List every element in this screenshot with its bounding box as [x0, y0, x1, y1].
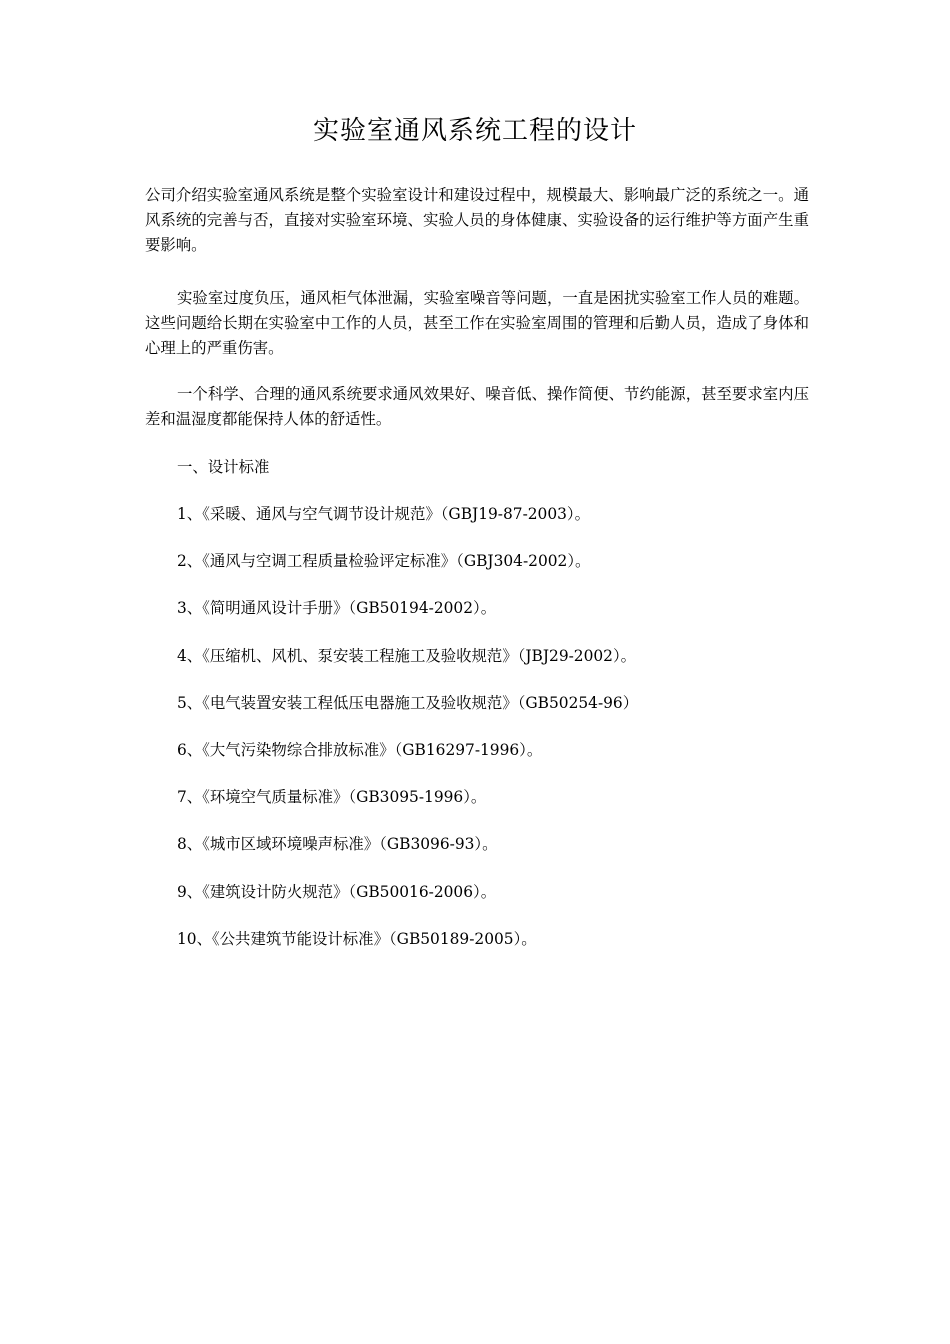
- standard-item: 1、《采暖、通风与空气调节设计规范》（GBJ19-87-2003）。: [177, 505, 591, 523]
- requirement-paragraph: 一个科学、合理的通风系统要求通风效果好、噪音低、操作简便、节约能源，甚至要求室内压差和温湿度都能保持人体的舒适性。: [145, 385, 809, 428]
- standard-item: 2、《通风与空调工程质量检验评定标准》（GBJ304-2002）。: [177, 552, 591, 571]
- standard-item: 8、《城市区域环境噪声标准》（GB3096-93）。: [177, 835, 498, 854]
- document-title: 实验室通风系统工程的设计: [312, 116, 637, 146]
- standards-list: [177, 502, 638, 974]
- intro-paragraph: 公司介绍实验室通风系统是整个实验室设计和建设过程中，规模最大、影响最广泛的系统之一。通风系统的完善与否，直接对实验室环境、实验人员的身体健康、实验设备的运行维护等方面产生重要影响。: [145, 186, 809, 254]
- standard-item: 4、《压缩机、风机、泵安装工程施工及验收规范》（JBJ29-2002）。: [177, 646, 637, 665]
- standard-item: 10、《公共建筑节能设计标准》（GB50189-2005）。: [177, 929, 537, 948]
- standard-item: 7、《环境空气质量标准》（GB3095-1996）。: [177, 788, 487, 807]
- standard-item: 5、《电气装置安装工程低压电器施工及验收规范》（GB50254-96）: [177, 693, 639, 712]
- problem-paragraph: 实验室过度负压，通风柜气体泄漏，实验室噪音等问题，一直是困扰实验室工作人员的难题。这些问题给长期在实验室中工作的人员，甚至工作在实验室周围的管理和后勤人员，造成了身体和心理上的严重伤害。: [145, 289, 809, 357]
- standard-item: 3、《简明通风设计手册》（GB50194-2002）。: [177, 599, 497, 618]
- section-heading: 一、设计标准: [177, 458, 270, 476]
- standard-item: 6、《大气污染物综合排放标准》（GB16297-1996）。: [177, 740, 543, 759]
- standard-item: 9、《建筑设计防火规范》（GB50016-2006）。: [177, 882, 497, 901]
